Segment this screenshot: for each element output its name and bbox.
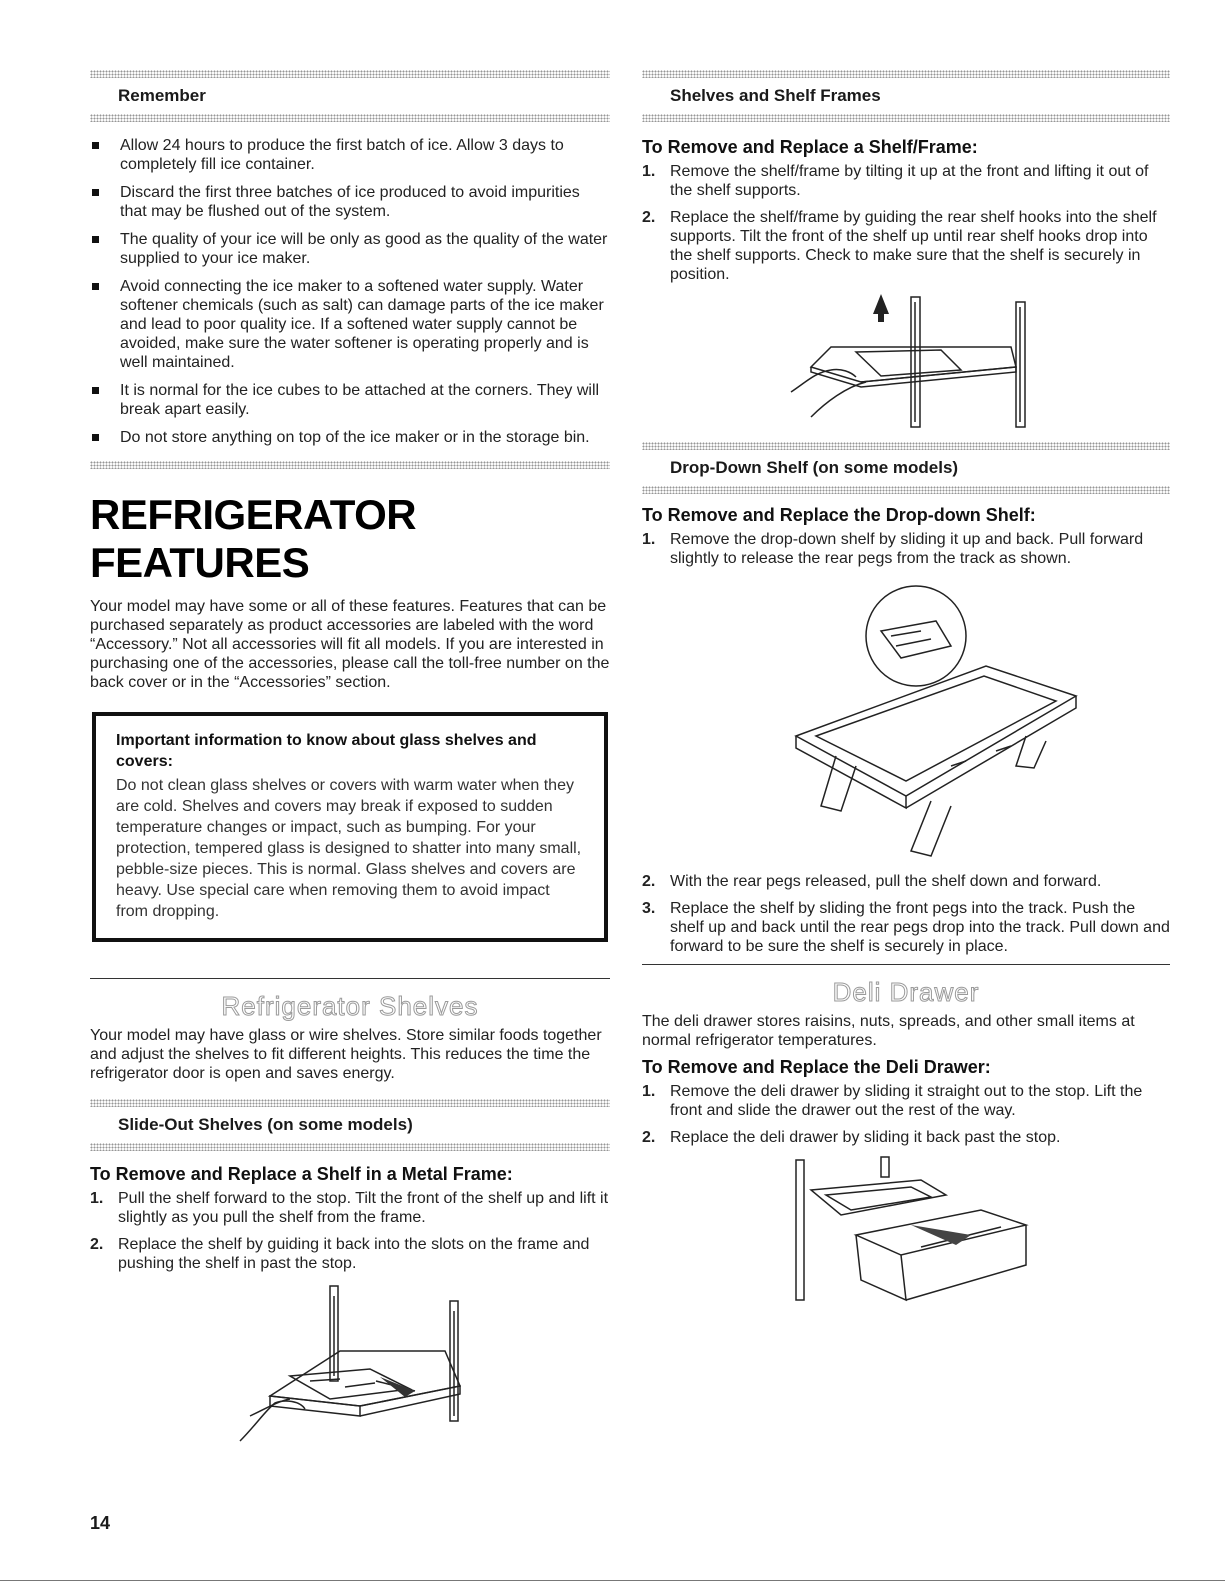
list-item: Discard the first three batches of ice produced to avoid impurities that may be flushed out of the system. [90,183,610,221]
right-column [642,70,1170,1305]
page-title: REFRIGERATOR FEATURES [90,491,417,586]
glass-warning-title: Important information to know about glass shelves and covers: [116,732,537,770]
list-item: 2. Replace the shelf by guiding it back into the slots on the frame and pushing the shelf in past the stop. [90,1236,590,1272]
dotted-rule [90,70,610,78]
section-divider [90,978,610,979]
slideout-heading-bar [90,1099,610,1151]
glass-warning-box [92,712,608,942]
page-bottom-rule [0,1580,1225,1581]
dotted-rule [642,486,1170,494]
dotted-rule [90,1143,610,1151]
drop-down-shelf-illustration [716,576,1096,866]
bullet-square-icon [92,434,99,441]
dotted-rule [90,114,610,122]
deli-drawer-illustration [771,1155,1041,1305]
page-number: 14 [90,1513,111,1533]
list-item: Do not store anything on top of the ice maker or in the storage bin. [90,428,610,447]
shelves-section-title: Refrigerator Shelves [221,991,479,1021]
dropdown-subhead: To Remove and Replace the Drop-down Shelf: [642,505,1036,525]
dotted-rule [642,442,1170,450]
list-item: 1. Remove the deli drawer by sliding it straight out to the stop. Lift the front and slide the drawer out the rest of the way. [642,1083,1143,1119]
section-divider [642,964,1170,965]
dotted-rule [90,461,610,469]
deli-subhead: To Remove and Replace the Deli Drawer: [642,1057,991,1077]
list-item: 3. Replace the shelf by sliding the front pegs into the track. Push the shelf up and back until the rear pegs drop into the track. Pull down and forward to be sure the shelf is securely in place. [642,900,1170,955]
deli-section-title: Deli Drawer [832,977,980,1007]
list-item: Allow 24 hours to produce the first batch of ice. Allow 3 days to completely fill ice container. [90,136,610,174]
deli-intro: The deli drawer stores raisins, nuts, spreads, and other small items at normal refrigerator temperatures. [642,1013,1135,1049]
dropdown-steps-rest [642,872,1170,956]
dropdown-steps-first [642,530,1170,568]
list-item: It is normal for the ice cubes to be attached at the corners. They will break apart easily. [90,381,610,419]
list-item: Avoid connecting the ice maker to a softened water supply. Water softener chemicals (such as salt) can damage parts of the ice maker and lead to poor quality ice. If a softened water supply cannot be avoided, make sure the water softener is operating properly and is well maintained. [90,277,610,372]
list-item: 1. Pull the shelf forward to the stop. Tilt the front of the shelf up and lift it slightly as you pull the shelf from the frame. [90,1190,609,1226]
frames-subhead: To Remove and Replace a Shelf/Frame: [642,137,978,157]
slideout-subhead: To Remove and Replace a Shelf in a Metal Frame: [90,1164,513,1184]
features-intro: Your model may have some or all of these features. Features that can be purchased separately as product accessories are labeled with the word “Accessory.” Not all accessories will fit all models. If you are interested in purchasing one of the accessories, please call the toll-free number on the back cover or in the “Accessories” section. [90,598,610,691]
shelf-frame-illustration [771,292,1041,432]
bullet-square-icon [92,236,99,243]
frames-steps [642,162,1170,284]
bullet-square-icon [92,283,99,290]
shelves-intro: Your model may have glass or wire shelves. Store similar foods together and adjust the shelves to fit different heights. This reduces the time the refrigerator door is open and saves energy. [90,1027,602,1082]
slideout-heading: Slide-Out Shelves (on some models) [118,1115,413,1134]
dotted-rule [90,1099,610,1107]
slide-out-shelf-illustration [210,1281,490,1451]
left-column [90,70,610,1451]
dotted-rule [642,114,1170,122]
remember-heading: Remember [118,86,206,105]
bullet-square-icon [92,189,99,196]
deli-steps [642,1082,1170,1147]
glass-warning-body: Do not clean glass shelves or covers with warm water when they are cold. Shelves and covers may break if exposed to sudden temperature changes or impact, such as bumping. For your protection, tempered glass is designed to shatter into many small, pebble-size pieces. This is normal. Glass shelves and covers are heavy. Use special care when removing them to avoid impact from dropping. [116,777,582,920]
bullet-square-icon [92,142,99,149]
list-item: 2. With the rear pegs released, pull the shelf down and forward. [642,873,1102,890]
remember-heading-bar [90,70,610,122]
dotted-rule [642,70,1170,78]
bullet-square-icon [92,387,99,394]
slideout-steps [90,1189,610,1273]
list-item: 2. Replace the deli drawer by sliding it back past the stop. [642,1129,1061,1146]
frames-heading: Shelves and Shelf Frames [670,86,881,105]
list-item: The quality of your ice will be only as good as the quality of the water supplied to your ice maker. [90,230,610,268]
list-item: 2. Replace the shelf/frame by guiding the rear shelf hooks into the shelf supports. Tilt the front of the shelf up until rear shelf hooks drop into the shelf supports. Check to make sure that the shelf is securely in position. [642,209,1157,283]
list-item: 1. Remove the shelf/frame by tilting it up at the front and lifting it out of the shelf supports. [642,163,1149,199]
frames-heading-bar [642,70,1170,122]
remember-list [90,136,610,447]
list-item: 1. Remove the drop-down shelf by sliding it up and back. Pull forward slightly to release the rear pegs from the track as shown. [642,531,1144,567]
dropdown-heading-bar [642,442,1170,494]
dropdown-heading: Drop-Down Shelf (on some models) [670,458,959,477]
